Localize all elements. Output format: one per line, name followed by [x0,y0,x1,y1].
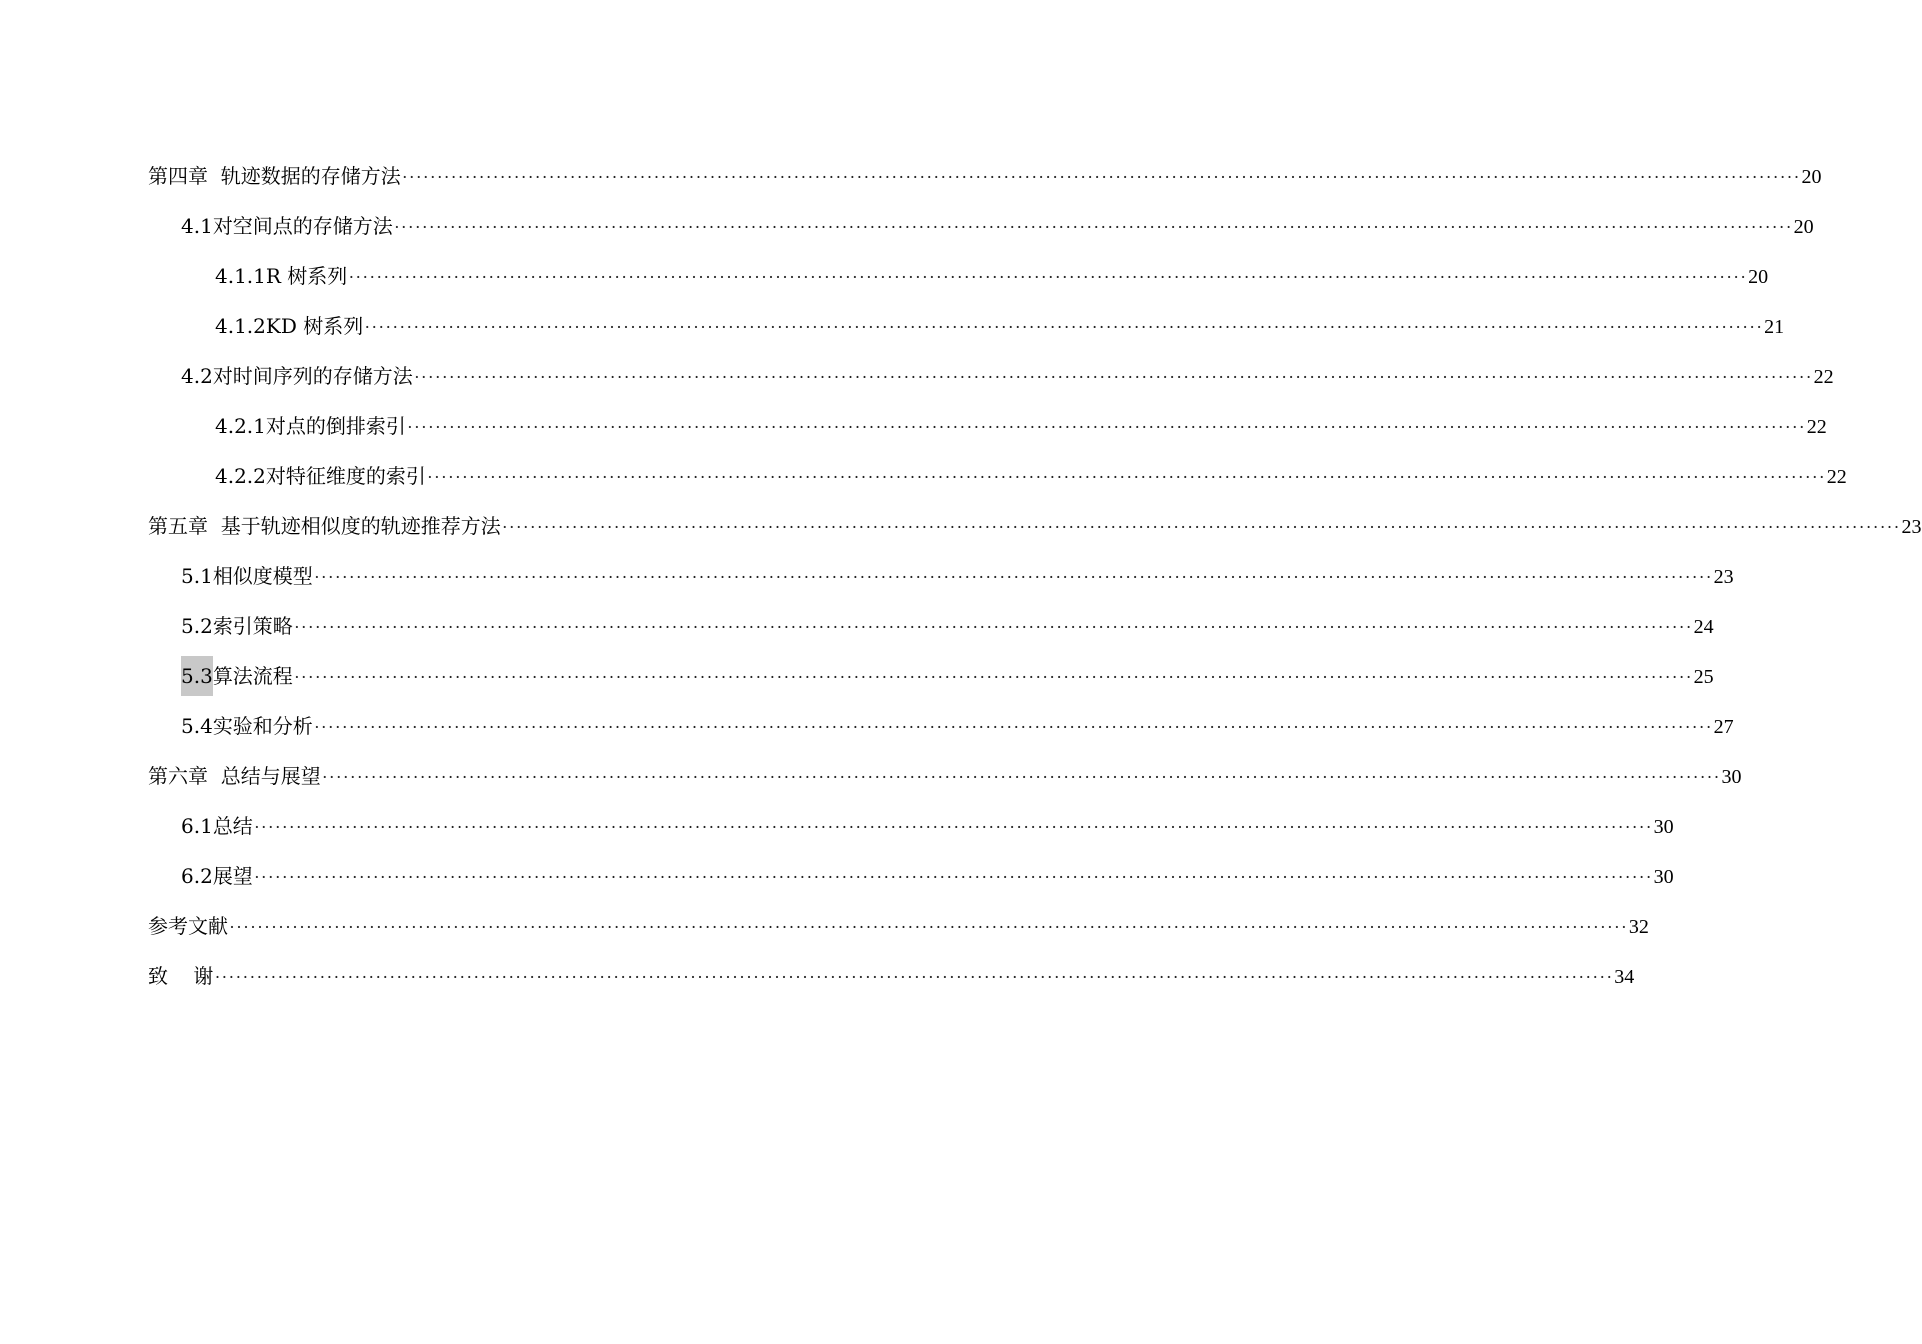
toc-page-number: 24 [1693,616,1714,638]
toc-dot-leader: ········································································································································································································ [214,967,1614,987]
toc-section-entry[interactable] [148,656,1714,706]
toc-section-number: 5.1 [181,564,213,588]
toc-page-number: 30 [1653,866,1674,888]
toc-dot-leader: ········································································································································································································ [401,167,1801,187]
toc-entry-title: 第五章 基于轨迹相似度的轨迹推荐方法 [148,514,501,538]
toc-entry-title: 对时间序列的存储方法 [212,364,413,388]
toc-section-entry[interactable] [148,856,1674,906]
toc-entry-title: 致 谢 [148,964,214,988]
toc-chapter-entry[interactable] [148,156,1822,206]
toc-page-number: 25 [1693,666,1714,688]
toc-entry-title: 相似度模型 [212,564,313,588]
toc-page-number: 23 [1713,566,1734,588]
toc-section-entry[interactable] [148,356,1834,406]
toc-page-number: 22 [1813,366,1834,388]
toc-section-entry[interactable] [148,806,1674,856]
toc-entry-title: 算法流程 [212,664,293,688]
toc-entry-title: 参考文献 [148,914,228,938]
toc-entry-title: 对点的倒排索引 [265,414,406,438]
toc-entry-title: 第四章 轨迹数据的存储方法 [148,164,401,188]
toc-page-number: 20 [1793,216,1814,238]
toc-page-number: 21 [1764,316,1785,338]
toc-entry-title: 第六章 总结与展望 [148,764,321,788]
toc-entry-title: 实验和分析 [212,714,313,738]
toc-section-entry[interactable] [148,206,1814,256]
toc-section-number: 5.2 [181,614,213,638]
toc-entry-title: 对空间点的存储方法 [212,214,393,238]
toc-entry-title: R 树系列 [265,264,348,288]
toc-page-number: 30 [1653,816,1674,838]
toc-chapter-entry[interactable] [148,906,1649,956]
toc-section-number: 4.1 [181,214,213,238]
toc-dot-leader: ········································································································································································································ [313,717,1713,737]
toc-dot-leader: ········································································································································································································ [393,217,1793,237]
toc-chapter-entry[interactable] [148,756,1742,806]
toc-page-number: 22 [1806,416,1827,438]
toc-dot-leader: ········································································································································································································ [321,767,1721,787]
toc-chapter-entry[interactable] [148,956,1635,1006]
toc-section-number: 4.1.2 [215,314,266,338]
toc-section-number: 4.2 [181,364,213,388]
toc-section-number: 6.2 [181,864,213,888]
toc-dot-leader: ········································································································································································································ [229,917,1628,937]
toc-dot-leader: ········································································································································································································ [426,467,1826,487]
toc-dot-leader: ········································································································································································································ [364,317,1764,337]
toc-section-number: 4.1.1 [215,264,266,288]
toc-section-number: 5.4 [181,714,213,738]
toc-dot-leader: ········································································································································································································ [501,517,1901,537]
toc-dot-leader: ········································································································································································································ [406,417,1806,437]
toc-dot-leader: ········································································································································································································ [293,667,1693,687]
toc-page-number: 32 [1628,916,1649,938]
toc-page-number: 20 [1748,266,1769,288]
toc-section-number: 4.2.1 [215,414,266,438]
toc-entry-title: 展望 [212,864,253,888]
toc-entry-title: 总结 [212,814,253,838]
toc-chapter-entry[interactable] [148,506,1922,556]
toc-section-entry[interactable] [148,556,1734,606]
toc-section-entry[interactable] [148,456,1847,506]
toc-page-number: 23 [1901,516,1922,538]
toc-page-number: 30 [1721,766,1742,788]
toc-section-entry[interactable] [148,256,1769,306]
toc-section-entry[interactable] [148,306,1785,356]
toc-section-number: 5.3 [181,656,213,696]
toc-page-number: 34 [1614,966,1635,988]
toc-dot-leader: ········································································································································································································ [413,367,1813,387]
toc-section-entry[interactable] [148,606,1714,656]
toc-page-number: 22 [1826,466,1847,488]
toc-section-entry[interactable] [148,706,1734,756]
toc-entry-title: KD 树系列 [265,314,364,338]
toc-dot-leader: ········································································································································································································ [253,867,1653,887]
toc-section-number: 6.1 [181,814,213,838]
toc-entry-title: 对特征维度的索引 [265,464,426,488]
table-of-contents [148,156,1922,1006]
toc-dot-leader: ········································································································································································································ [293,617,1693,637]
toc-dot-leader: ········································································································································································································ [313,567,1713,587]
toc-dot-leader: ········································································································································································································ [253,817,1653,837]
toc-entry-title: 索引策略 [212,614,293,638]
toc-page-number: 20 [1801,166,1822,188]
toc-section-entry[interactable] [148,406,1827,456]
toc-page-number: 27 [1713,716,1734,738]
toc-section-number: 4.2.2 [215,464,266,488]
toc-dot-leader: ········································································································································································································ [348,267,1748,287]
